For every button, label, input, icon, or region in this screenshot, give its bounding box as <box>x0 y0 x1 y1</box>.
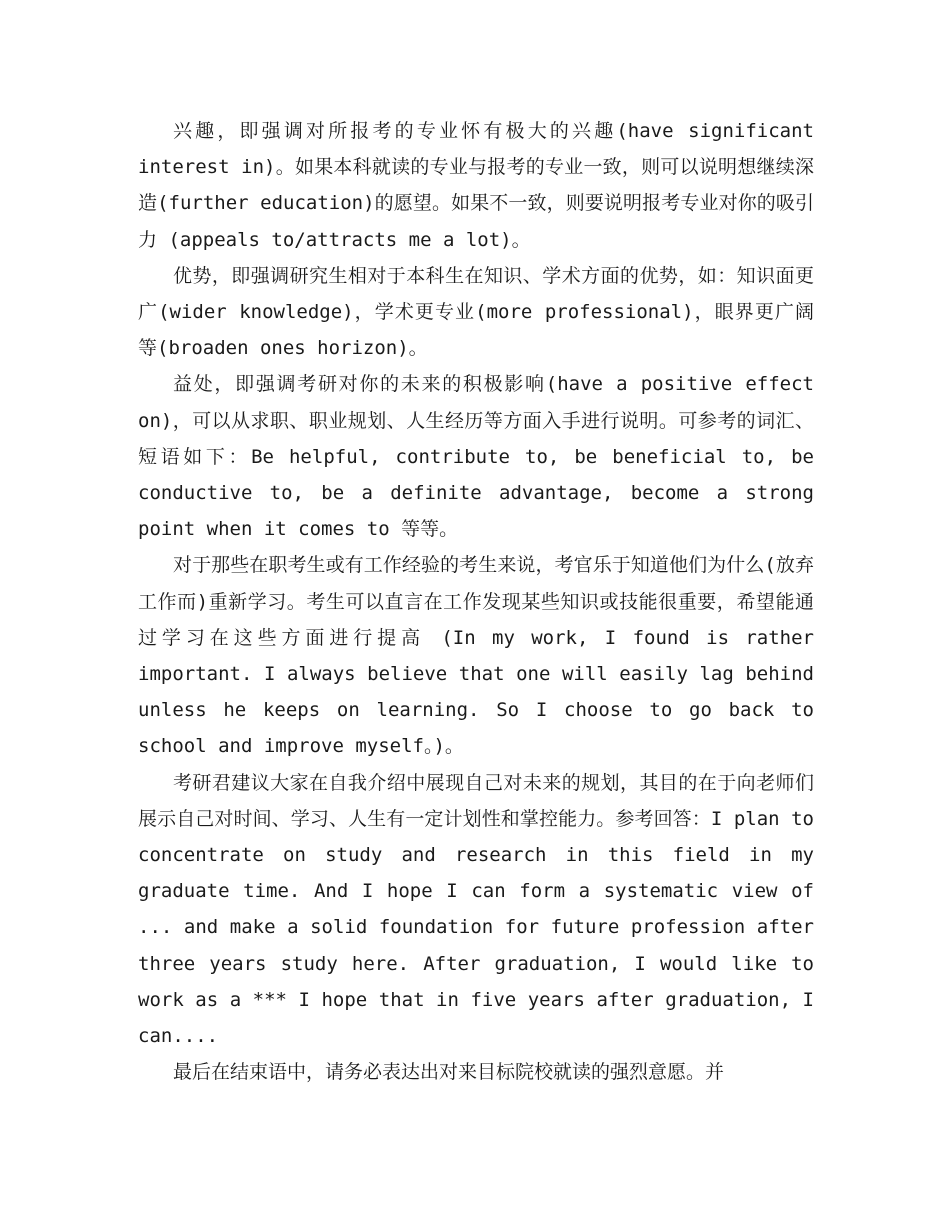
paragraph-advantage: 优势，即强调研究生相对于本科生在知识、学术方面的优势，如：知识面更广(wider knowledge)，学术更专业(more professional)，眼界更广阔等(broaden ones horizon)。 <box>138 264 814 360</box>
paragraph-closing: 最后在结束语中，请务必表达出对来目标院校就读的强烈意愿。并 <box>173 1061 725 1084</box>
paragraph-work-experience: 对于那些在职考生或有工作经验的考生来说，考官乐于知道他们为什么(放弃工作而)重新学习。考生可以直言在工作发现某些知识或技能很重要，希望能通过学习在这些方面进行提高 (In my work, I found is rather important. I always believe that one will easily lag behind unless he keeps on learning. So I choose to go back to school and improve myself。)。 <box>138 554 814 758</box>
paragraph-future-plan: 考研君建议大家在自我介绍中展现自己对未来的规划，其目的在于向老师们展示自己对时间、学习、人生有一定计划性和掌控能力。参考回答：I plan to concentrate on study and research in this field in my graduate time. And I hope I can form a systematic view of ... and make a solid foundation for future profession after three years study here. After graduation, I would like to work as a *** I hope that in five years after graduation, I can.... <box>138 771 814 1048</box>
paragraph-interest: 兴趣，即强调对所报考的专业怀有极大的兴趣(have significant interest in)。如果本科就读的专业与报考的专业一致，则可以说明想继续深造(further education)的愿望。如果不一致，则要说明报考专业对你的吸引力 (appeals to/attracts me a lot)。 <box>138 120 814 251</box>
document-body <box>138 113 814 1090</box>
paragraph-benefit: 益处，即强调考研对你的未来的积极影响(have a positive effect on)，可以从求职、职业规划、人生经历等方面入手进行说明。可参考的词汇、短语如下：Be helpful, contribute to, be beneficial to, be conductive to, be a definite advantage, become a strong point when it comes to 等等。 <box>138 373 814 541</box>
